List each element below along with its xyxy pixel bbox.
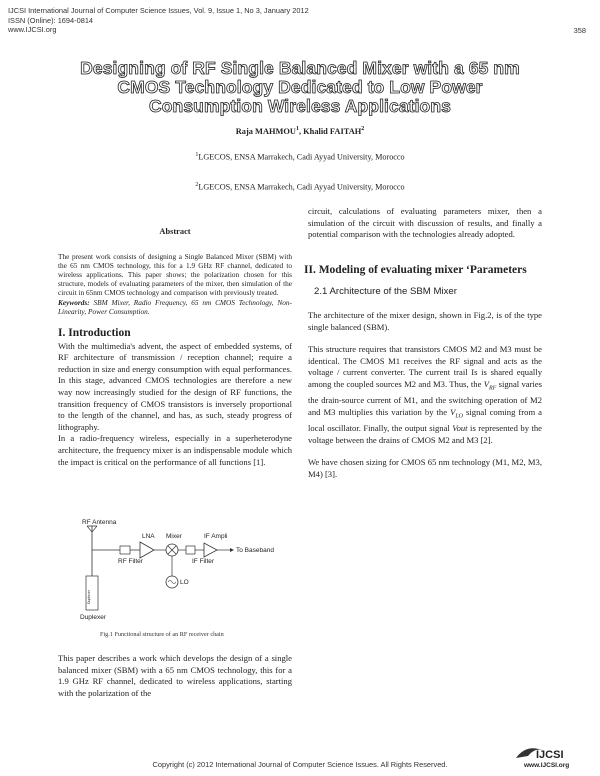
affiliation-2 [0, 182, 600, 192]
v-lo-sub: LO [455, 413, 463, 420]
journal-url: www.IJCSI.org [8, 25, 57, 35]
paper-title [0, 59, 600, 116]
author-1-sup: 1 [295, 126, 299, 132]
keywords-label: Keywords: [58, 297, 90, 307]
author-separator: , [298, 126, 304, 136]
figure-1-caption: Fig.1 Functional structure of an RF receiver chain [100, 631, 224, 638]
abstract-body: The present work consists of designing a Single Balanced Mixer (SBM) with the 65 nm CMOS technology, this for a 1.9 GHz RF channel, dedicated to wireless applications. This paper shows; the polarization chosen for this structure, models of evaluating parameters of the mixer, then simulation of the circuit in 65nm CMOS technology and comparison with previously treated. [58, 251, 292, 298]
issn: ISSN (Online): 1694-0814 [8, 15, 94, 25]
authors [0, 126, 600, 136]
author-1: Raja MAHMOU [235, 126, 296, 136]
section-2-heading: II. Modeling of evaluating mixer ‘Parameters [304, 263, 527, 276]
introduction-heading: I. Introduction [58, 327, 131, 340]
affiliation-1-text: LGECOS, ENSA Marrakech, Cadi Ayyad University, Morocco [198, 152, 405, 162]
affiliation-2-sup: 2 [195, 182, 199, 188]
intro-paragraph-3: This paper describes a work which develops the design of a single balanced mixer (SBM) with a 65 nm CMOS technology, this for a 1.9 GHz RF channel, dedicated to wireless applications, starting with the polarization of the [58, 653, 292, 698]
para2-part-d: is represented by the voltage between the drains of CMOS M2 and M3 [2]. [308, 423, 542, 445]
left-column-bottom [58, 653, 292, 699]
label-mixer: Mixer [166, 533, 182, 540]
antenna-right [92, 526, 97, 532]
lna-triangle [140, 542, 154, 558]
affiliation-1 [0, 152, 600, 162]
label-duplexer-inner: Duplexer [87, 589, 91, 604]
intro-paragraph-2: In a radio-frequency wireless, especially in a superheterodyne architecture, the frequency mixer is an indispensable module which the impact is critical on the performance of all functions [1]. [58, 433, 292, 467]
if-filter-box [186, 546, 195, 554]
antenna-left [87, 526, 92, 532]
author-2: Khalid FAITAH [303, 126, 362, 136]
title-line-1: Designing of RF Single Balanced Mixer with a 65 nm [80, 58, 520, 78]
section-2-paragraph-1: The architecture of the mixer design, shown in Fig.2, is of the type single balanced (SBM). [308, 309, 542, 332]
logo-url: www.IJCSI.org [524, 762, 570, 769]
v-rf: V [483, 378, 489, 389]
label-duplexer: Duplexer [80, 614, 107, 621]
para2-part-a: This structure requires that transistors CMOS M2 and M3 must be identical. The CMOS M1 receives the RF signal and acts as the voltage / current converter. The current trail Is is shared equally among the coupled sources M2 and M3. Thus, the [308, 344, 542, 389]
para2-part-c: signal coming from a local oscillator. Finally, the output signal [308, 406, 542, 434]
v-lo: V [450, 406, 456, 417]
figure-rf-receiver-chain [80, 518, 290, 628]
intro-continuation: circuit, calculations of evaluating parameters mixer, then a simulation of the circuit with discussion of results, and finally a potential comparison with the technologies already adopted. [308, 206, 542, 240]
page-number: 358 [573, 26, 586, 35]
affiliation-1-sup: 1 [195, 152, 199, 158]
title-line-2: CMOS Technology Dedicated to Low Power [117, 77, 483, 97]
para2-part-b: signal varies the drain-source current of M1, and the switching operation of M2 and M3 multiplies this variation by the [308, 378, 542, 417]
author-2-sup: 2 [361, 126, 365, 132]
copyright-footer: Copyright (c) 2012 International Journal of Computer Science Issues. All Rights Reserved. [152, 760, 448, 769]
journal-name: IJCSI International Journal of Computer Science Issues, Vol. 9, Issue 1, No 3, January 2012 [8, 6, 309, 15]
keywords [58, 298, 292, 316]
section-2-paragraph-3: We have chosen sizing for CMOS 65 nm technology (M1, M2, M3, M4) [3]. [308, 457, 542, 479]
section-2-paragraph-2 [308, 344, 542, 446]
abstract-heading: Abstract [159, 227, 191, 236]
if-amp-triangle [204, 543, 217, 557]
left-column [58, 226, 292, 468]
v-rf-sub: RF [488, 385, 497, 392]
rf-filter-box [120, 546, 130, 554]
keywords-text: SBM Mixer, Radio Frequency, 65 nm CMOS Technology, Non-Linearity, Power Consumption. [58, 297, 292, 316]
logo-text: IJCSI [536, 749, 564, 761]
label-if-filter: IF Filter [192, 558, 215, 565]
title-line-3: Consumption Wireless Applications [149, 96, 451, 116]
label-lna: LNA [142, 533, 155, 540]
running-header [8, 6, 309, 35]
label-rf-filter: RF Filter [118, 558, 143, 565]
right-column [304, 206, 542, 481]
label-to-baseband: To Baseband [236, 547, 274, 554]
label-rf-antenna: RF Antenna [82, 519, 117, 526]
label-if-ampli: IF Ampli [204, 533, 228, 540]
intro-paragraph-1: With the multimedia's advent, the aspect of embedded systems, of RF architecture of transmission / reception channel; require a reduction in size and energy consumption with equal performances. In this stage, advanced CMOS technologies are therefore a new way now increasingly studied for the design of RF functions, the transition frequency of CMOS transistors is inversely proportional to the length of the channel, and has, as such, steady progress of lithography. [58, 340, 292, 432]
arrow-head [230, 548, 234, 552]
v-out: Vout [452, 423, 468, 434]
affiliation-2-text: LGECOS, ENSA Marrakech, Cadi Ayyad University, Morocco [198, 182, 405, 192]
subsection-2-1-heading: 2.1 Architecture of the SBM Mixer [314, 286, 457, 298]
label-lo: LO [180, 579, 189, 586]
